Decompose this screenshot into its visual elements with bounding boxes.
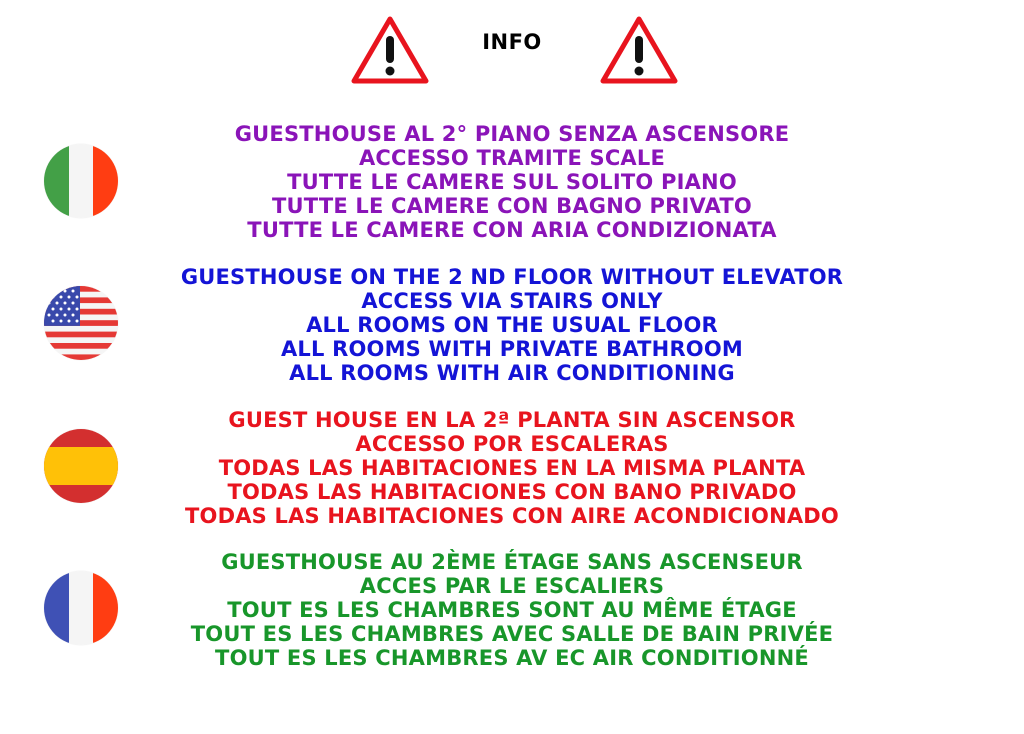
info-line: TOUT ES LES CHAMBRES AVEC SALLE DE BAIN PRIVÉE (190, 622, 834, 646)
info-line: ACCESSO TRAMITE SCALE (358, 146, 666, 170)
info-line: TUTTE LE CAMERE SUL SOLITO PIANO (287, 170, 737, 194)
info-line: GUESTHOUSE ON THE 2 ND FLOOR WITHOUT ELEVATOR (180, 265, 844, 289)
info-line: GUEST HOUSE EN LA 2ª PLANTA SIN ASCENSOR (228, 408, 796, 432)
france-flag-icon (44, 571, 118, 645)
italian-lines (140, 122, 884, 242)
info-line: TOUT ES LES CHAMBRES SONT AU MÊME ÉTAGE (227, 598, 797, 622)
info-line: GUESTHOUSE AU 2ÈME ÉTAGE SANS ASCENSEUR (221, 550, 803, 574)
french-lines (140, 550, 884, 670)
info-line: TODAS LAS HABITACIONES CON AIRE ACONDICIONADO (185, 504, 839, 528)
info-line: GUESTHOUSE AL 2° PIANO SENZA ASCENSORE (234, 122, 790, 146)
page-title: INFO (482, 30, 542, 54)
info-line: TUTTE LE CAMERE CON ARIA CONDIZIONATA (247, 218, 777, 242)
spain-flag-icon (44, 429, 118, 503)
info-line: ACCESS VIA STAIRS ONLY (361, 289, 663, 313)
warning-icon (350, 14, 430, 86)
header (0, 14, 1024, 86)
italian-section (0, 122, 1024, 252)
info-line: ACCES PAR LE ESCALIERS (359, 574, 665, 598)
spanish-lines (140, 408, 884, 528)
info-line: ALL ROOMS ON THE USUAL FLOOR (306, 313, 718, 337)
info-line: ALL ROOMS WITH AIR CONDITIONING (289, 361, 735, 385)
info-line: TODAS LAS HABITACIONES CON BANO PRIVADO (227, 480, 797, 504)
english-lines (140, 265, 884, 385)
english-section (0, 265, 1024, 395)
info-line: TOUT ES LES CHAMBRES AV EC AIR CONDITIONNÉ (215, 646, 809, 670)
italy-flag-icon (44, 144, 118, 218)
warning-icon (599, 14, 679, 86)
french-section (0, 550, 1024, 680)
info-line: ALL ROOMS WITH PRIVATE BATHROOM (280, 337, 744, 361)
info-line: TODAS LAS HABITACIONES EN LA MISMA PLANTA (218, 456, 806, 480)
info-line: ACCESSO POR ESCALERAS (355, 432, 669, 456)
info-line: TUTTE LE CAMERE CON BAGNO PRIVATO (272, 194, 752, 218)
spanish-section (0, 408, 1024, 538)
usa-flag-icon (44, 286, 118, 360)
